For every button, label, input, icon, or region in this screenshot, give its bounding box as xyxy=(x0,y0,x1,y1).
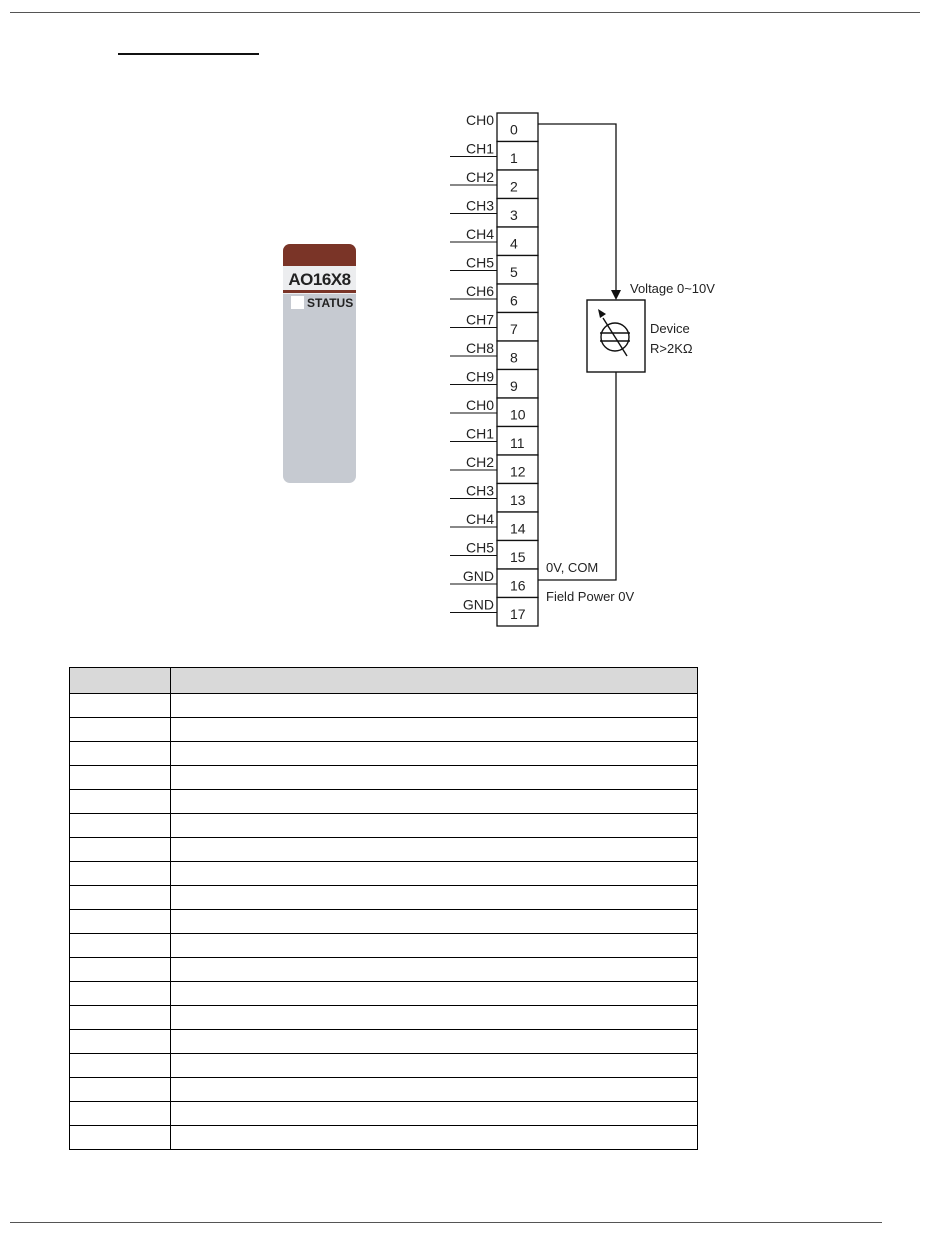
wire-arrowhead xyxy=(611,290,621,300)
table-cell xyxy=(70,886,171,910)
table-row xyxy=(70,934,698,958)
table-cell xyxy=(171,886,698,910)
module-name: AO16X8 xyxy=(288,270,351,289)
table-cell xyxy=(70,790,171,814)
table-row xyxy=(70,886,698,910)
terminal-number: 7 xyxy=(510,321,518,337)
table-header-cell xyxy=(171,668,698,694)
table-cell xyxy=(171,958,698,982)
table-cell xyxy=(171,1126,698,1150)
device-box xyxy=(587,300,645,372)
terminal-number: 16 xyxy=(510,577,526,594)
terminal-signal-label: CH6 xyxy=(465,283,494,299)
terminal-signal-label: GND xyxy=(462,596,494,613)
table-cell xyxy=(171,1054,698,1078)
com-label: 0V, COM xyxy=(546,560,599,575)
table-row xyxy=(70,1030,698,1054)
table-row xyxy=(70,1126,698,1150)
table-cell xyxy=(171,838,698,862)
table-cell xyxy=(70,958,171,982)
terminal-number: 0 xyxy=(510,121,518,138)
table-cell xyxy=(171,1030,698,1054)
terminal-signal-label: CH1 xyxy=(465,140,494,157)
terminal-signal-label: CH0 xyxy=(465,397,494,413)
table-cell xyxy=(70,1006,171,1030)
table-cell xyxy=(171,1078,698,1102)
table-cell xyxy=(70,814,171,838)
terminal-number: 6 xyxy=(510,292,518,309)
terminal-signal-label: CH4 xyxy=(465,511,494,527)
table-cell xyxy=(70,694,171,718)
table-row xyxy=(70,1054,698,1078)
table-row xyxy=(70,910,698,934)
terminal-signal-label: CH3 xyxy=(465,197,494,214)
table-cell xyxy=(171,934,698,958)
table-cell xyxy=(70,1126,171,1150)
terminal-number: 2 xyxy=(510,178,518,195)
table-cell xyxy=(70,742,171,766)
table-row xyxy=(70,1102,698,1126)
table-row xyxy=(70,862,698,886)
table-row xyxy=(70,766,698,790)
terminal-signal-label: GND xyxy=(462,568,494,584)
table-row xyxy=(70,742,698,766)
table-cell xyxy=(70,718,171,742)
terminal-number: 9 xyxy=(510,378,518,394)
terminal-number: 15 xyxy=(510,549,526,565)
table-row xyxy=(70,982,698,1006)
table-cell xyxy=(70,1078,171,1102)
table-body xyxy=(70,694,698,1150)
signal-wire xyxy=(538,124,616,292)
voltage-label: Voltage 0~10V xyxy=(630,281,715,296)
terminal-number: 8 xyxy=(510,349,518,366)
terminal-number: 1 xyxy=(510,150,518,166)
table-cell xyxy=(171,766,698,790)
terminal-signal-label: CH5 xyxy=(465,539,494,556)
terminal-number: 14 xyxy=(510,520,526,537)
table-cell xyxy=(171,1006,698,1030)
table-row xyxy=(70,790,698,814)
terminal-signal-label: CH2 xyxy=(465,169,494,185)
terminal-number: 12 xyxy=(510,463,526,480)
terminal-signal-label: CH1 xyxy=(465,425,494,442)
table-cell xyxy=(70,934,171,958)
table-cell xyxy=(171,1102,698,1126)
terminal-number: 17 xyxy=(510,606,526,622)
table-cell xyxy=(70,862,171,886)
table-cell xyxy=(70,766,171,790)
table-header-row xyxy=(70,668,698,694)
return-wire xyxy=(538,372,616,580)
table-cell xyxy=(70,1102,171,1126)
terminal-number: 10 xyxy=(510,406,526,423)
terminal-signal-label: CH4 xyxy=(465,226,494,242)
device-label: Device xyxy=(650,321,690,336)
table-cell xyxy=(70,838,171,862)
device-resistance-label: R>2KΩ xyxy=(650,341,693,356)
table-row xyxy=(70,694,698,718)
terminal-signal-label: CH3 xyxy=(465,482,494,499)
table-row xyxy=(70,1006,698,1030)
table-header-cell xyxy=(70,668,171,694)
table-row xyxy=(70,1078,698,1102)
pin-description-table xyxy=(69,667,698,1150)
table-cell xyxy=(171,790,698,814)
terminal-signal-label: CH2 xyxy=(465,454,494,470)
table-cell xyxy=(70,1030,171,1054)
terminal-number: 3 xyxy=(510,207,518,223)
terminal-number: 4 xyxy=(510,235,518,252)
table-row xyxy=(70,718,698,742)
table-cell xyxy=(171,814,698,838)
table-row xyxy=(70,958,698,982)
table-cell xyxy=(171,742,698,766)
table-row xyxy=(70,838,698,862)
table-cell xyxy=(171,718,698,742)
terminal-block xyxy=(450,112,538,626)
field-power-label: Field Power 0V xyxy=(546,589,635,604)
table-cell xyxy=(70,982,171,1006)
table-cell xyxy=(171,862,698,886)
terminal-signal-label: CH9 xyxy=(465,368,494,385)
table-cell xyxy=(171,982,698,1006)
table-cell xyxy=(171,694,698,718)
table-cell xyxy=(70,1054,171,1078)
terminal-signal-label: CH8 xyxy=(465,340,494,356)
table-cell xyxy=(171,910,698,934)
status-label: STATUS xyxy=(307,296,354,310)
terminal-number: 11 xyxy=(510,435,525,451)
terminal-signal-label: CH7 xyxy=(465,311,494,328)
terminal-number: 5 xyxy=(510,264,518,280)
page-bottom-rule xyxy=(10,1222,882,1223)
terminal-number: 13 xyxy=(510,492,526,508)
table-cell xyxy=(70,910,171,934)
terminal-signal-label: CH0 xyxy=(465,112,494,128)
table-row xyxy=(70,814,698,838)
terminal-signal-label: CH5 xyxy=(465,254,494,271)
